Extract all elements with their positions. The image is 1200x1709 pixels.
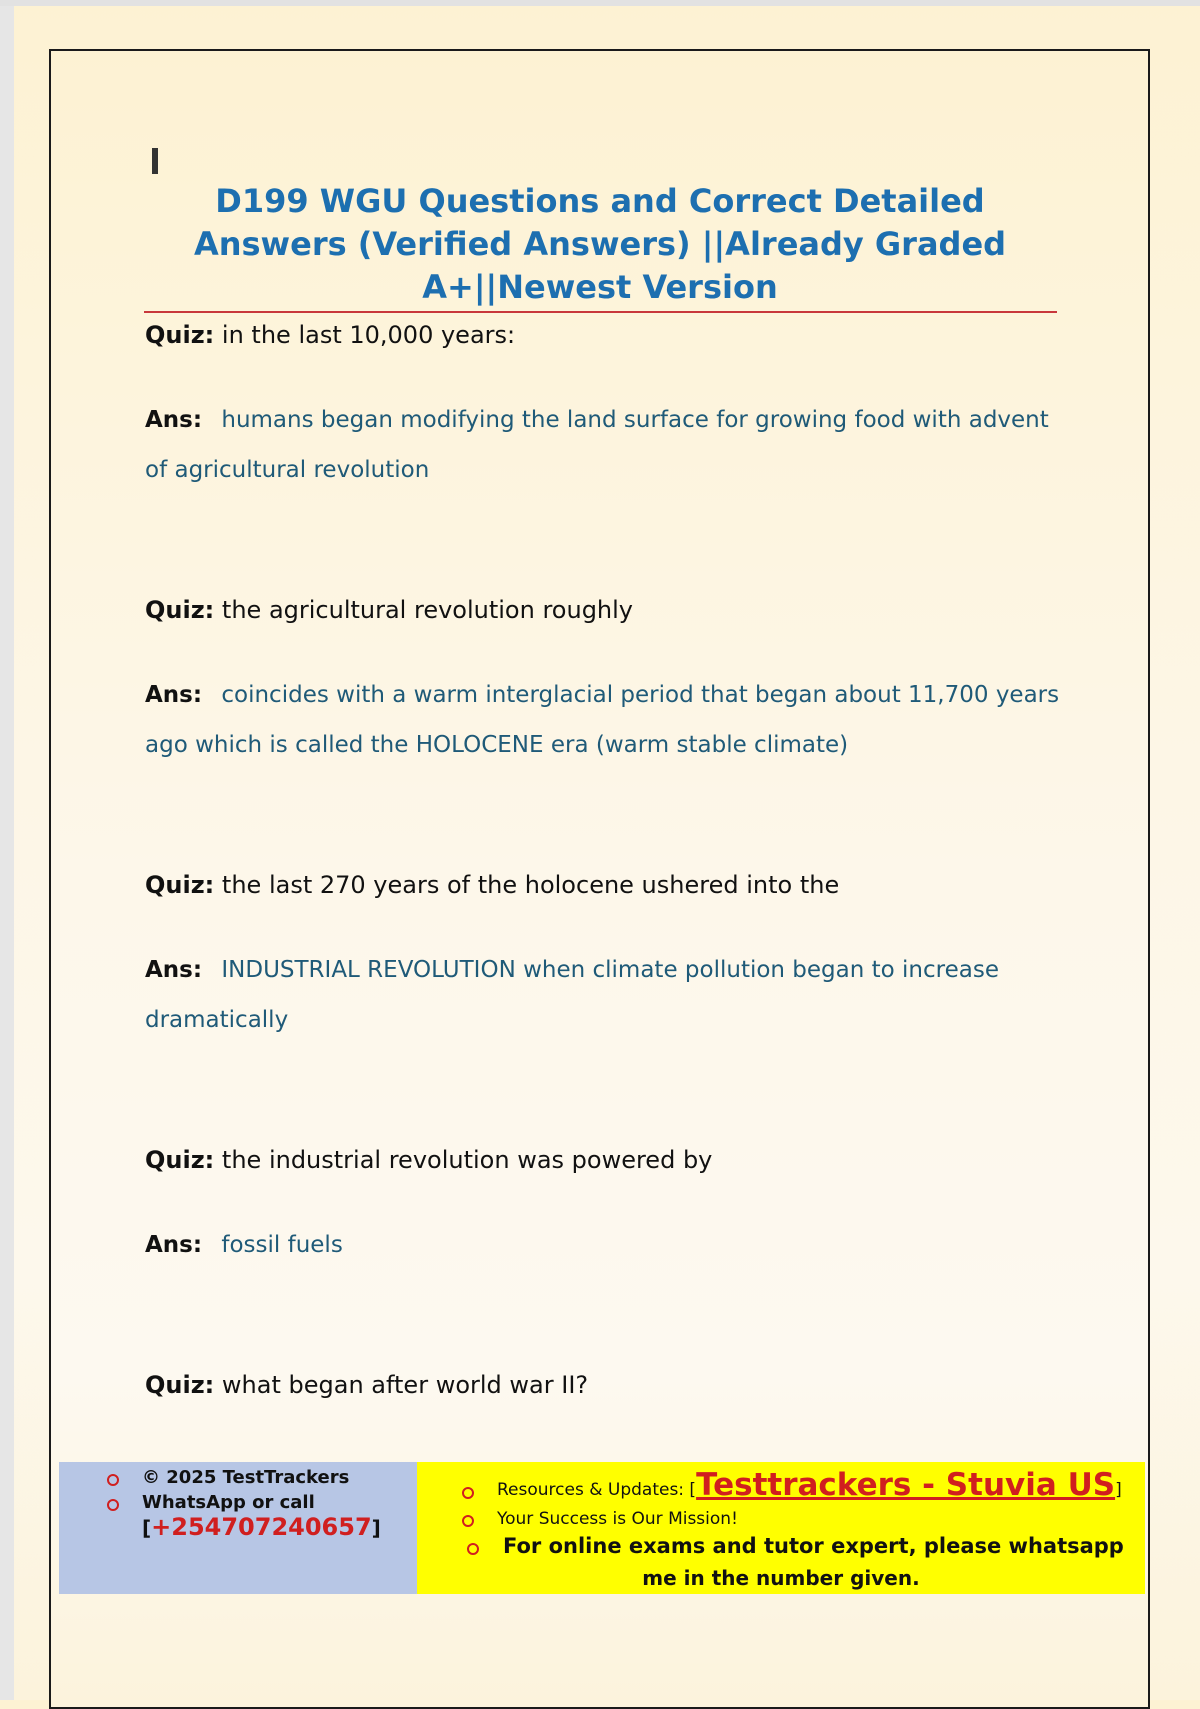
bullet-icon bbox=[107, 1499, 119, 1511]
answer-text: fossil fuels bbox=[221, 1232, 343, 1258]
question-text: the agricultural revolution roughly bbox=[221, 596, 634, 624]
question bbox=[145, 1370, 1065, 1400]
qa-item-1 bbox=[145, 320, 1065, 350]
question-text: what began after world war II? bbox=[221, 1371, 589, 1399]
question bbox=[145, 1145, 1065, 1175]
resources-link[interactable]: Testtrackers - Stuvia US bbox=[696, 1467, 1116, 1503]
qa-item-5 bbox=[145, 1370, 1065, 1400]
document-title: D199 WGU Questions and Correct Detailed Answers (Verified Answers) ||Already Graded A+||Newest Version bbox=[193, 182, 1007, 306]
page-left-edge bbox=[0, 0, 14, 1700]
page-top-edge bbox=[0, 0, 1200, 6]
whatsapp-label: WhatsApp or call bbox=[142, 1492, 315, 1513]
bullet-icon bbox=[462, 1515, 474, 1527]
question-text: the last 270 years of the holocene ushered into the bbox=[221, 871, 840, 899]
answer-label: Ans: bbox=[145, 682, 203, 708]
footer-promo-panel bbox=[417, 1462, 1145, 1594]
promo-line-2: me in the number given. bbox=[642, 1566, 920, 1590]
footer-banner bbox=[59, 1462, 1145, 1594]
copyright-text: © 2025 TestTrackers bbox=[142, 1467, 350, 1488]
answer-2 bbox=[145, 670, 1065, 770]
question-label: Quiz: bbox=[145, 596, 215, 624]
mission-text: Your Success is Our Mission! bbox=[497, 1509, 738, 1529]
qa-item-3 bbox=[145, 870, 1065, 900]
text-cursor-mark bbox=[152, 148, 158, 174]
answer-1 bbox=[145, 395, 1065, 495]
phone-number[interactable]: +254707240657 bbox=[151, 1513, 372, 1541]
bullet-icon bbox=[462, 1487, 474, 1499]
answer-text: coincides with a warm interglacial period that began about 11,700 years ago which is called the HOLOCENE era (warm stable climate) bbox=[145, 682, 1060, 758]
question-label: Quiz: bbox=[145, 871, 215, 899]
resources-label: Resources & Updates: [ bbox=[497, 1480, 697, 1500]
phone-line: [+254707240657] bbox=[142, 1513, 381, 1541]
answer-text: humans began modifying the land surface for growing food with advent of agricultural revolution bbox=[145, 407, 1049, 483]
question-text: in the last 10,000 years: bbox=[221, 321, 516, 349]
question-label: Quiz: bbox=[145, 321, 215, 349]
question-label: Quiz: bbox=[145, 1371, 215, 1399]
bullet-icon bbox=[107, 1474, 119, 1486]
question-label: Quiz: bbox=[145, 1146, 215, 1174]
answer-text: INDUSTRIAL REVOLUTION when climate pollution began to increase dramatically bbox=[145, 957, 999, 1033]
answer-4 bbox=[145, 1220, 1065, 1270]
resources-line: Resources & Updates: [Testtrackers - Stuvia US] bbox=[497, 1467, 1122, 1503]
qa-item-4 bbox=[145, 1145, 1065, 1175]
answer-label: Ans: bbox=[145, 957, 203, 983]
answer-3 bbox=[145, 945, 1065, 1045]
footer-contact-panel bbox=[59, 1462, 417, 1594]
question bbox=[145, 595, 1065, 625]
question-text: the industrial revolution was powered by bbox=[221, 1146, 713, 1174]
title-underline bbox=[144, 311, 1057, 313]
question bbox=[145, 870, 1065, 900]
answer-label: Ans: bbox=[145, 1232, 203, 1258]
answer-label: Ans: bbox=[145, 407, 203, 433]
question bbox=[145, 320, 1065, 350]
bullet-icon bbox=[467, 1543, 479, 1555]
qa-item-2 bbox=[145, 595, 1065, 625]
promo-line-1: For online exams and tutor expert, please whatsapp bbox=[503, 1534, 1124, 1558]
